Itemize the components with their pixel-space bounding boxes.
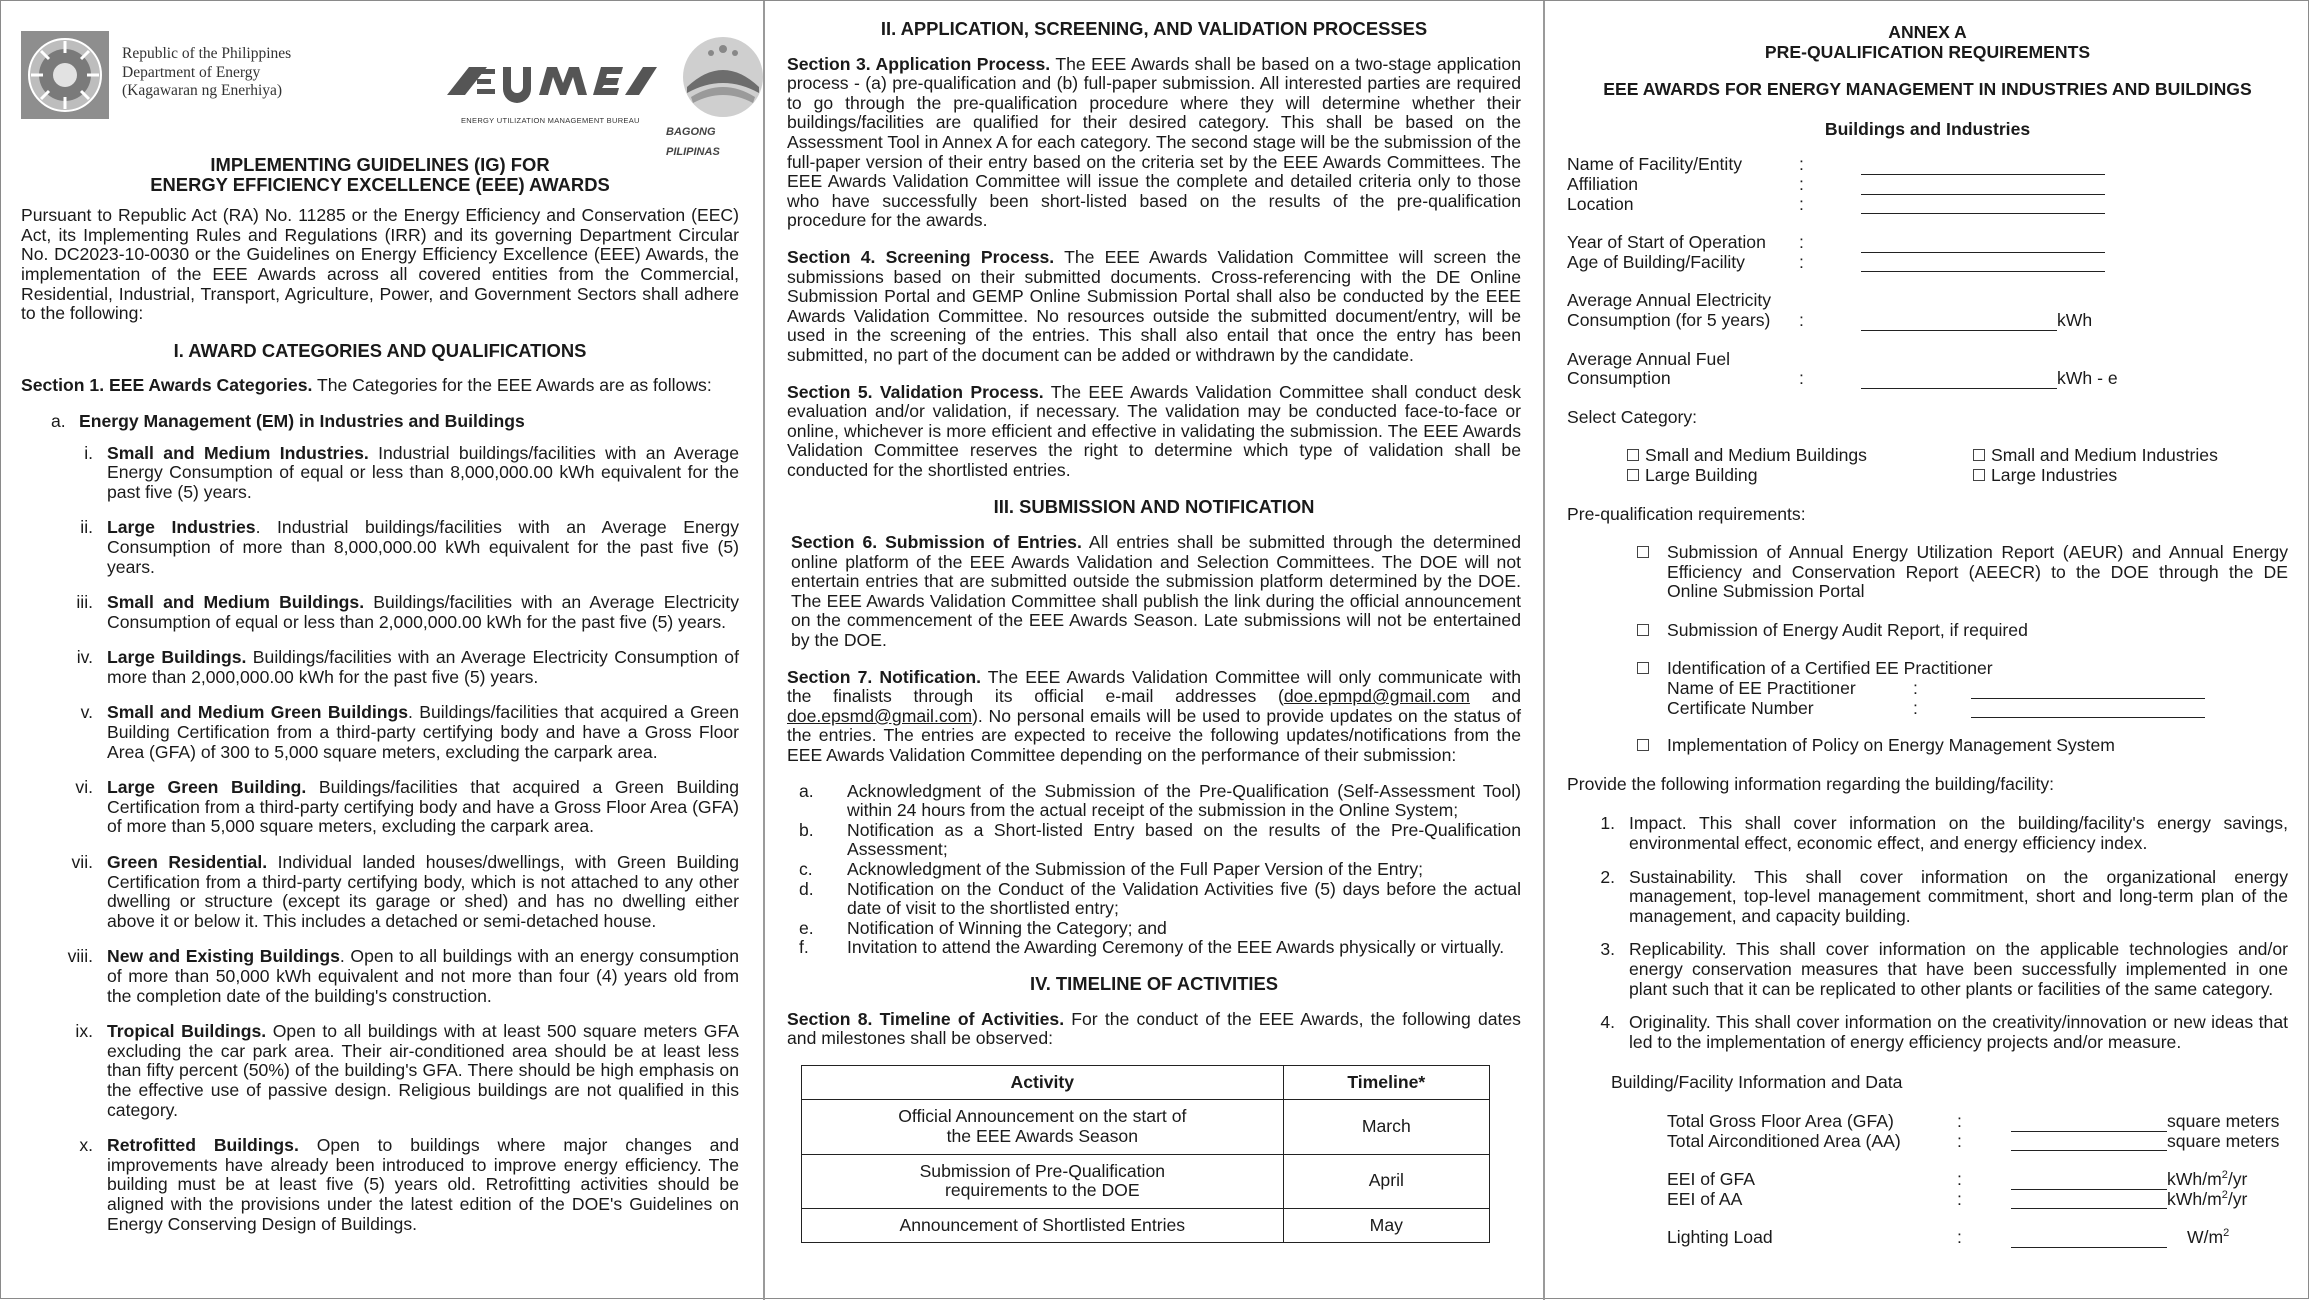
field-location[interactable] (1567, 195, 2288, 215)
letterhead (21, 15, 739, 158)
field-label: EEI of AA (1667, 1188, 1743, 1209)
field-unit (2167, 1170, 2247, 1190)
unit-text: /yr (2227, 1169, 2248, 1190)
facility-fields-group-1 (1567, 155, 2288, 214)
field-colon: : (1957, 1169, 1962, 1190)
item-body (107, 444, 739, 503)
field-unit: kWh - e (2057, 368, 2118, 389)
item-numeral: vi. (75, 777, 93, 798)
section-1-lead: Section 1. EEE Awards Categories. (21, 375, 313, 396)
notification-text: Notification on the Conduct of the Validation Activities five (5) days before the actual date of visit to the shortlisted entry; (847, 878, 1521, 919)
notification-text: Notification as a Short-listed Entry based on the results of the Pre-Qualification Assessment; (847, 819, 1521, 860)
field-label: Total Airconditioned Area (AA) (1667, 1130, 1901, 1151)
section-7-text-c: ). No personal emails will be used to provide updates on the status of the entries. The entries are expected to receive the following updates/notifications from the EEE Awards Validation Committee depending on the performance of their submission: (787, 705, 1521, 765)
field-label: Name of EE Practitioner (1667, 678, 1856, 699)
category-item (21, 853, 739, 931)
notification-item (793, 880, 1521, 919)
category-a (21, 412, 739, 432)
field-blank-line[interactable] (1971, 683, 2205, 699)
activity-text: Submission of Pre-Qualification requirements to the DOE (919, 1160, 1166, 1201)
info-number: 3. (1600, 939, 1615, 960)
field-blank-line[interactable] (1861, 315, 2057, 331)
info-text: Replicability. This shall cover information on the applicable technologies and/or energy conservation measures that have been successfully implemented in one plant such that it can be replicated to other plants or facilities of the same category. (1629, 939, 2288, 999)
part-2-heading: II. APPLICATION, SCREENING, AND VALIDATION PROCESSES (880, 18, 1428, 39)
field-colon: : (1799, 173, 1804, 194)
part-3-heading: III. SUBMISSION AND NOTIFICATION (993, 496, 1315, 518)
category-items-list (21, 444, 739, 1235)
field-blank-line[interactable] (1861, 198, 2105, 214)
field-blank-line[interactable] (1861, 237, 2105, 253)
checkbox[interactable] (1627, 449, 1639, 461)
timeline-column-header: Timeline* (1283, 1065, 1489, 1100)
item-numeral: iii. (76, 592, 93, 613)
field-label: Affiliation (1567, 173, 1639, 194)
title-line-2: ENERGY EFFICIENCY EXCELLENCE (EEE) AWARDS (150, 173, 610, 195)
field-blank-line[interactable] (1971, 702, 2205, 718)
requirement-ems-policy[interactable] (1637, 736, 2288, 756)
unit-text: kWh/m (2167, 1169, 2222, 1190)
field-label: Certificate Number (1667, 697, 1814, 718)
field-colon: : (1957, 1227, 1962, 1248)
timeline-table (801, 1065, 1490, 1244)
field-label: Lighting Load (1667, 1227, 1773, 1248)
category-item (21, 778, 739, 837)
category-item (21, 648, 739, 687)
field-blank-line[interactable] (2011, 1193, 2167, 1209)
timeline-header-row (802, 1065, 1490, 1100)
requirement-text: Implementation of Policy on Energy Management System (1667, 735, 2115, 756)
category-item (21, 593, 739, 632)
field-eei-gfa[interactable] (1667, 1170, 2288, 1190)
building-info-label: Building/Facility Information and Data (1611, 1072, 1903, 1093)
field-label: Total Gross Floor Area (GFA) (1667, 1110, 1894, 1131)
item-lead: Tropical Buildings. (107, 1021, 267, 1042)
checkbox[interactable] (1973, 449, 1985, 461)
item-numeral: ix. (75, 1021, 93, 1042)
item-text: . Industrial buildings/facilities with an Average Energy Consumption of more than 8,000,000.00 kWh equivalent for the past five (5) years. (107, 517, 739, 577)
agency-line-2: Department of Energy (122, 63, 261, 81)
notification-marker: f. (799, 937, 809, 958)
activity-text: Announcement of Shortlisted Entries (899, 1214, 1186, 1235)
item-lead: Small and Medium Buildings. (107, 592, 365, 613)
eumb-caption: ENERGY UTILIZATION MANAGEMENT BUREAU (461, 116, 640, 125)
activity-cell (802, 1100, 1284, 1154)
section-6 (787, 533, 1521, 651)
field-colon: : (1957, 1110, 1962, 1131)
requirement-energy-audit[interactable] (1637, 621, 2288, 641)
field-affiliation[interactable] (1567, 175, 2288, 195)
item-lead: Large Industries (107, 517, 256, 538)
item-lead: Small and Medium Green Buildings (107, 702, 409, 723)
activity-column-header: Activity (802, 1065, 1284, 1100)
doe-seal-logo (21, 31, 109, 119)
section-7-text-a: The EEE Awards Validation Committee will only communicate with the finalists through its official e-mail addresses ( (787, 666, 1521, 707)
item-text: Individual landed houses/dwellings, with Green Building Certification from a third-party certifying body, which is not attached to any other dwelling or structure (except its garage or shed) and has no dwelling either above it or below it. This includes a detached or semi-detached house. (107, 852, 739, 931)
facility-fields-group-2 (1567, 233, 2288, 272)
notification-marker: b. (799, 819, 814, 840)
item-body (107, 947, 739, 1006)
checkbox[interactable] (1637, 739, 1649, 751)
category-checkboxes (1567, 446, 2288, 485)
activity-text: Official Announcement on the start of the EEE Awards Season (898, 1106, 1187, 1146)
section-8-lead: Section 8. Timeline of Activities. (787, 1008, 1065, 1029)
timeline-cell: April (1283, 1154, 1489, 1208)
item-text: Open to all buildings with at least 500 square meters GFA excluding the car park area. Their air-conditioned area should be at least less than fifty percent (50%) of the building's GFA. There should be high emphasis on the effective use of passive design. Religious buildings are not qualified in this category. (107, 1021, 739, 1120)
field-blank-line[interactable] (1861, 159, 2105, 175)
item-text: Open to buildings where major changes and improvements have already been introduced to improve energy efficiency. The building must be at least five (5) years old. Retrofitting activities should be aligned with the provisions under the latest edition of the DOE's Guidelines on Energy Conserving Design of Buildings. (107, 1135, 739, 1234)
annex-column (1545, 1, 2309, 1300)
notification-marker: d. (799, 878, 814, 899)
category-option-large-building[interactable] (1627, 466, 1973, 486)
bagong-pilipinas-text: BAGONG PILIPINAS (666, 126, 720, 158)
field-building-age[interactable] (1567, 253, 2288, 273)
field-label: Name of Facility/Entity (1567, 154, 1743, 175)
item-body (107, 1136, 739, 1234)
info-item (1567, 868, 2288, 927)
info-text: Impact. This shall cover information on the building/facility's energy savings, environmental effect, economic effect, and energy efficiency index. (1629, 813, 2288, 854)
timeline-cell: May (1283, 1208, 1489, 1243)
item-body (107, 593, 739, 632)
item-numeral: ii. (80, 517, 93, 538)
part-1-heading: I. AWARD CATEGORIES AND QUALIFICATIONS (173, 339, 587, 361)
table-row (802, 1100, 1490, 1154)
part-4-heading: IV. TIMELINE OF ACTIVITIES (1030, 972, 1278, 994)
field-label: Year of Start of Operation (1567, 232, 1766, 253)
item-numeral: x. (79, 1135, 93, 1156)
notification-item (793, 782, 1521, 821)
notification-list (787, 782, 1521, 958)
notification-text: Notification of Winning the Category; and (847, 917, 1167, 938)
item-lead: Large Green Building. (107, 777, 307, 798)
category-item (21, 947, 739, 1006)
category-a-marker: a. (51, 410, 66, 431)
field-aa[interactable] (1667, 1132, 2288, 1152)
checkbox[interactable] (1637, 546, 1649, 558)
select-category-label: Select Category: (1567, 406, 1698, 427)
prequal-requirements (1567, 543, 2288, 756)
notification-text: Acknowledgment of the Submission of the Pre-Qualification (Self-Assessment Tool) within 24 hours from the actual receipt of the submission in the Online System; (847, 780, 1521, 821)
eumb-logo (447, 55, 657, 115)
requirement-aeur[interactable] (1637, 543, 2288, 602)
timeline-cell: March (1283, 1100, 1489, 1154)
category-option-label: Small and Medium Buildings (1645, 445, 1867, 466)
field-colon: : (1913, 697, 1918, 718)
checkbox[interactable] (1637, 624, 1649, 636)
title-line-1: IMPLEMENTING GUIDELINES (IG) FOR (210, 154, 550, 175)
field-unit: square meters (2167, 1130, 2280, 1151)
bagong-pilipinas-logo (673, 33, 765, 119)
unit-text: /yr (2227, 1188, 2248, 1209)
item-numeral: viii. (67, 946, 93, 967)
section-7-text-b: and (1469, 686, 1522, 707)
section-4-lead: Section 4. Screening Process. (787, 246, 1055, 267)
category-item (21, 703, 739, 762)
email-link-epsmd[interactable]: doe.epsmd@gmail.com (787, 705, 973, 726)
table-row (802, 1154, 1490, 1208)
email-link-epmpd[interactable]: doe.epmpd@gmail.com (1283, 686, 1470, 707)
item-lead: Large Buildings. (107, 647, 247, 668)
category-option-label: Large Industries (1991, 464, 2118, 485)
field-colon: : (1799, 368, 1804, 389)
field-lighting-load[interactable] (1667, 1228, 2288, 1248)
prequal-label: Pre-qualification requirements: (1567, 503, 1806, 524)
item-body (107, 778, 739, 837)
activity-cell (802, 1154, 1284, 1208)
section-5 (787, 383, 1521, 481)
section-6-text: All entries shall be submitted through the determined online platform of the EEE Awards Validation and Selection Committees. The DOE will not entertain entries that are submitted outside the submission platform determined by the DOE. The EEE Awards Validation Committee shall publish the link during the official announcement on the commencement of the EEE Awards Season. Late submissions will not be entertained by the DOE. (791, 532, 1521, 651)
info-number: 4. (1600, 1012, 1615, 1033)
requirement-ee-practitioner[interactable] (1637, 659, 2288, 718)
item-body (107, 703, 739, 762)
category-a-title: Energy Management (EM) in Industries and Buildings (79, 410, 525, 431)
checkbox[interactable] (1627, 469, 1639, 481)
field-colon: : (1799, 193, 1804, 214)
annex-title: PRE-QUALIFICATION REQUIREMENTS (1764, 41, 2091, 62)
section-3 (787, 55, 1521, 231)
item-lead: Retrofitted Buildings. (107, 1135, 299, 1156)
checkbox[interactable] (1637, 662, 1649, 674)
timeline-body (802, 1100, 1490, 1243)
section-3-lead: Section 3. Application Process. (787, 53, 1051, 74)
field-blank-line[interactable] (1861, 179, 2105, 195)
item-text: . Buildings/facilities that acquired a Green Building Certification from a third-party certifying body and have a Gross Floor Area (GFA) of 300 to 5,000 square meters, excluding the carpark area. (107, 702, 739, 762)
document-title (21, 155, 739, 194)
field-label: Consumption (1567, 368, 1671, 389)
unit-text: kWh/m (2167, 1188, 2222, 1209)
field-colon: : (1913, 678, 1918, 699)
category-option-large-industries[interactable] (1973, 466, 2218, 486)
field-unit: square meters (2167, 1110, 2280, 1131)
field-blank-line[interactable] (1861, 373, 2057, 389)
process-column (765, 1, 1545, 1300)
category-item (21, 1136, 739, 1234)
info-item (1567, 940, 2288, 999)
item-body (107, 1022, 739, 1120)
item-text: Buildings/facilities with an Average Electricity Consumption of equal or less than 2,000,000.00 kWh for the past five (5) years. (107, 592, 739, 632)
notification-item (793, 860, 1521, 880)
field-blank-line[interactable] (2011, 1174, 2167, 1190)
info-item (1567, 814, 2288, 853)
info-item (1567, 1013, 2288, 1052)
category-item (21, 444, 739, 503)
field-colon: : (1957, 1188, 1962, 1209)
field-electricity-consumption[interactable] (1567, 291, 2288, 330)
field-colon: : (1799, 154, 1804, 175)
unit-superscript: 2 (2221, 1169, 2228, 1182)
unit-text: W/m (2187, 1227, 2224, 1248)
field-colon: : (1799, 232, 1804, 253)
field-fuel-consumption[interactable] (1567, 350, 2288, 389)
item-lead: New and Existing Buildings (107, 946, 340, 967)
notification-text: Invitation to attend the Awarding Ceremony of the EEE Awards physically or virtually. (847, 937, 1505, 958)
field-blank-line[interactable] (2011, 1116, 2167, 1132)
checkbox[interactable] (1973, 469, 1985, 481)
agency-line-1: Republic of the Philippines (122, 45, 292, 62)
section-4-text: The EEE Awards Validation Committee will screen the submissions based on their submitted documents. Cross-referencing with the DE Online Submission Portal and GEMP Online Submission Portal shall also be conducted by the EEE Awards Validation Committee. No resources outside the submitted document/entry, will be used in the screening of the entries. This shall also entail that once the entry has been submitted, no part of the document can be added or withdrawn by the candidate. (787, 246, 1521, 365)
field-label: Average Annual Fuel (1567, 348, 1731, 369)
item-body (107, 648, 739, 687)
item-numeral: iv. (76, 647, 93, 668)
notification-text: Acknowledgment of the Submission of the Full Paper Version of the Entry; (847, 858, 1424, 879)
field-unit (2167, 1190, 2247, 1210)
notification-item (793, 938, 1521, 958)
notification-marker: c. (799, 858, 813, 879)
field-blank-line[interactable] (2011, 1135, 2167, 1151)
item-body (107, 518, 739, 577)
item-body (107, 853, 739, 931)
requirement-text: Submission of Energy Audit Report, if required (1667, 619, 2028, 640)
field-label: Location (1567, 193, 1634, 214)
agency-name (122, 45, 291, 101)
category-option-sm-industries[interactable] (1973, 446, 2218, 466)
unit-superscript: 2 (2223, 1227, 2230, 1240)
field-label: Age of Building/Facility (1567, 251, 1745, 272)
item-numeral: vii. (71, 852, 93, 873)
notification-marker: e. (799, 917, 814, 938)
item-text: Buildings/facilities with an Average Electricity Consumption of more than 2,000,000.00 kWh for the past five (5) years. (107, 647, 739, 687)
field-unit (2167, 1228, 2229, 1248)
info-items-list (1567, 814, 2288, 1052)
item-numeral: i. (84, 442, 93, 463)
category-option-label: Large Building (1645, 464, 1758, 485)
awards-title: EEE AWARDS FOR ENERGY MANAGEMENT IN INDUSTRIES AND BUILDINGS (1603, 79, 2252, 100)
item-text: Industrial buildings/facilities with an Average Energy Consumption of equal or less than 8,000,000.00 kWh equivalent for the past five (5) years. (107, 442, 739, 502)
info-text: Sustainability. This shall cover information on the organizational energy management, top-level management commitment, short and long-term plan of the management, and capacity building. (1629, 866, 2288, 926)
item-text: . Open to all buildings with an energy consumption of more than 50,000 kWh equivalent and not more than four (4) years old from the completion date of the building's construction. (107, 946, 739, 1006)
info-number: 2. (1600, 866, 1615, 887)
section-3-text: The EEE Awards shall be based on a two-stage application process - (a) pre-qualification and (b) full-paper submission. All interested parties are required to go through the pre-qualification procedure where they will determine whether their buildings/facilities are qualified for their desired category. This shall be based on the Assessment Tool in Annex A for each category. The second stage will be the submission of the full-paper version of their entry based on the criteria set by the EEE Awards Committees. The EEE Awards Validation Committee will issue the complete and detailed criteria only to those who have successfully been short-listed based on the results of the pre-qualification procedure for the awards. (787, 53, 1521, 231)
unit-superscript: 2 (2221, 1188, 2228, 1201)
section-1-text: The Categories for the EEE Awards are as follows: (312, 375, 712, 396)
category-option-label: Small and Medium Industries (1991, 445, 2218, 466)
field-label: Average Annual Electricity (1567, 290, 1772, 311)
field-blank-line[interactable] (2011, 1232, 2167, 1248)
agency-line-3: (Kagawaran ng Enerhiya) (122, 82, 283, 99)
section-7-lead: Section 7. Notification. (787, 666, 982, 687)
section-1 (21, 376, 739, 396)
item-text: Buildings/facilities that acquired a Green Building Certification from a third-party certifying body and have a Gross Floor Area (GFA) of more than 5,000 square meters, excluding the carpark area. (107, 777, 740, 837)
buildings-industries-subtitle: Buildings and Industries (1824, 118, 2031, 139)
info-text: Originality. This shall cover information on the creativity/innovation or new ideas that led to the implementation of energy efficiency projects and/or measure. (1629, 1012, 2288, 1052)
info-number: 1. (1600, 813, 1615, 834)
annex-label: ANNEX A (1888, 22, 1967, 42)
notification-item (793, 821, 1521, 860)
section-8-text: For the conduct of the EEE Awards, the following dates and milestones shall be observed: (787, 1008, 1521, 1049)
section-7 (787, 668, 1521, 766)
table-row (802, 1208, 1490, 1243)
field-unit: kWh (2057, 309, 2093, 330)
field-facility-name[interactable] (1567, 155, 2288, 175)
item-lead: Green Residential. (107, 852, 268, 873)
field-gfa[interactable] (1667, 1112, 2288, 1132)
notification-item (793, 919, 1521, 939)
building-data-fields (1567, 1112, 2288, 1248)
field-blank-line[interactable] (1861, 256, 2105, 272)
field-label: Consumption (for 5 years) (1567, 309, 1771, 330)
notification-marker: a. (799, 780, 814, 801)
item-numeral: v. (80, 702, 93, 723)
section-6-lead: Section 6. Submission of Entries. (791, 532, 1082, 553)
section-8 (787, 1010, 1521, 1049)
activity-cell (802, 1208, 1284, 1243)
field-certificate-number[interactable] (1667, 699, 2288, 719)
category-item (21, 1022, 739, 1120)
requirement-text: Submission of Annual Energy Utilization Report (AEUR) and Annual Energy Efficiency and Conservation Report (AEECR) to the DOE through the DE Online Submission Portal (1667, 542, 2288, 602)
field-practitioner-name[interactable] (1667, 679, 2288, 699)
field-colon: : (1799, 309, 1804, 330)
intro-paragraph: Pursuant to Republic Act (RA) No. 11285 or the Energy Efficiency and Conservation (EEC) Act, its Implementing Rules and Regulations (IRR) and its governing Department Circular No. DC2023-10-0030 or the Guidelines on Energy Efficiency Excellence (EEE) Awards, the implementation of the EEE Awards across all covered entities from the Commercial, Residential, Industrial, Transport, Agriculture, Power, and Government Sectors shall adhere to the following: (21, 205, 739, 324)
category-option-sm-buildings[interactable] (1627, 446, 1973, 466)
requirement-text: Identification of a Certified EE Practitioner (1667, 658, 1993, 679)
field-colon: : (1957, 1130, 1962, 1151)
section-5-text: The EEE Awards Validation Committee shall conduct desk evaluation and/or validation, if necessary. The validation may be conducted face-to-face or online, whichever is more efficient and effective in validating the submission. The EEE Awards Validation Committee reserves the right to determine which type of validation shall be conducted for the shortlisted entries. (787, 381, 1521, 480)
field-colon: : (1799, 251, 1804, 272)
field-year-start[interactable] (1567, 233, 2288, 253)
field-label: EEI of GFA (1667, 1169, 1756, 1190)
category-item (21, 518, 739, 577)
section-4 (787, 248, 1521, 366)
section-5-lead: Section 5. Validation Process. (787, 381, 1044, 402)
provide-info-label: Provide the following information regarding the building/facility: (1567, 773, 2055, 794)
field-eei-aa[interactable] (1667, 1190, 2288, 1210)
guidelines-column (1, 1, 765, 1300)
item-lead: Small and Medium Industries. (107, 442, 369, 463)
